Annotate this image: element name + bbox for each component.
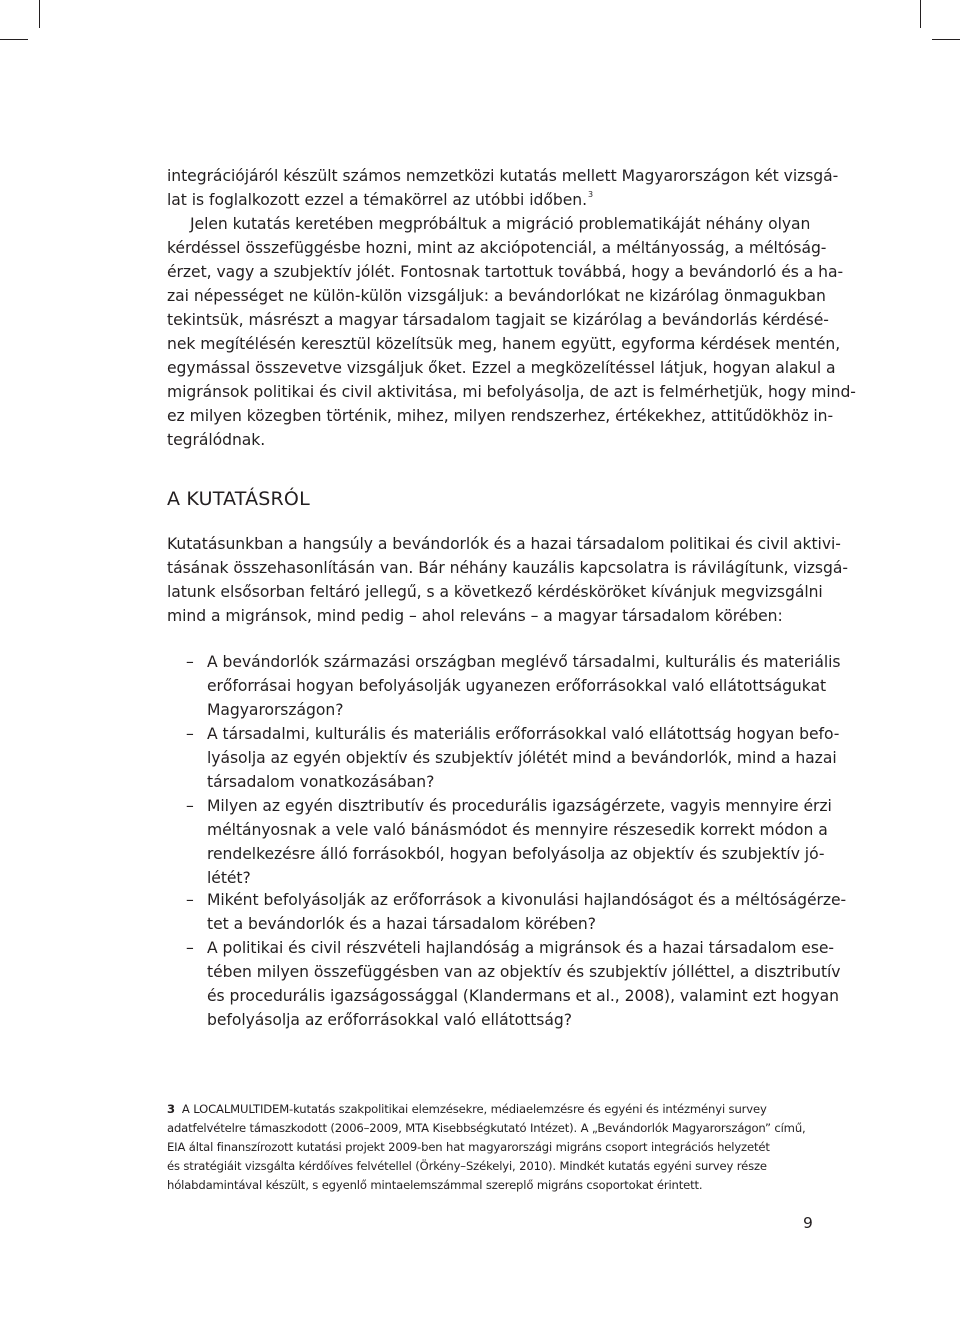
footnote-line: hólabdamintával készült, s egyenlő mintaelemszámmal szereplő migráns csoportokat érintett.: [167, 1177, 703, 1192]
paragraph-2-line: migránsok politikai és civil aktivitása, mi befolyásolja, de azt is felmérhetjük, hogy mind-: [167, 383, 856, 401]
list-item-line: A politikai és civil részvételi hajlandóság a migránsok és a hazai társadalom ese-: [207, 939, 835, 957]
bullet-dash: –: [186, 653, 194, 671]
paragraph-2-line: kérdéssel összefüggésbe hozni, mint az akciópotenciál, a méltányosság, a méltóság-: [167, 239, 827, 257]
paragraph-1-line: [167, 188, 593, 212]
footnote-number: 3: [167, 1101, 175, 1116]
footnote-line: EIA által finanszírozott kutatási projekt 2009-ben hat magyarországi migráns csoport integrációs helyzetét: [167, 1139, 770, 1154]
footnote-line: és stratégiáit vizsgálta kérdőíves felvétellel (Örkény–Székelyi, 2010). Mindkét kutatás egyéni survey része: [167, 1158, 767, 1173]
list-item-line: létét?: [207, 869, 251, 887]
paragraph-2-line: zai népességet ne külön-külön vizsgáljuk: a bevándorlókat ne kizárólag önmagukban: [167, 287, 826, 305]
section-heading: A KUTATÁSRÓL: [167, 488, 310, 510]
list-item-line: Milyen az egyén disztributív és procedurális igazságérzete, vagyis mennyire érzi: [207, 797, 832, 815]
paragraph-2-line: tegrálódnak.: [167, 431, 266, 449]
list-item-line: tet a bevándorlók és a hazai társadalom körében?: [207, 915, 596, 933]
list-item-line: befolyásolja az erőforrásokkal való ellátottság?: [207, 1011, 572, 1029]
paragraph-1-line: integrációjáról készült számos nemzetközi kutatás mellett Magyarországon két vizsgá-: [167, 167, 839, 185]
paragraph-2-line: Jelen kutatás keretében megpróbáltuk a migráció problematikáját néhány olyan: [190, 215, 811, 233]
crop-mark-top-right-horizontal: [932, 39, 960, 40]
paragraph-2-line: érzet, vagy a szubjektív jólét. Fontosnak tartottuk továbbá, hogy a bevándorló és a ha-: [167, 263, 844, 281]
crop-mark-top-left-vertical: [39, 0, 40, 28]
section-intro-line: latunk elsősorban feltáró jellegű, s a következő kérdésköröket kívánjuk megvizsgálni: [167, 583, 823, 601]
list-item-line: Magyarországon?: [207, 701, 344, 719]
paragraph-2-line: ez milyen közegben történik, mihez, milyen rendszerhez, értékekhez, attitűdökhöz in-: [167, 407, 834, 425]
list-item-line: tében milyen összefüggésben van az objektív és szubjektív jólléttel, a disztributív: [207, 963, 841, 981]
crop-mark-top-right-vertical: [920, 0, 921, 28]
paragraph-2-line: tekintsük, másrészt a magyar társadalom tagjait se kizárólag a bevándorlás kérdésé-: [167, 311, 829, 329]
paragraph-2-line: nek megítélésén keresztül közelítsük meg, hanem együtt, egyforma kérdések mentén,: [167, 335, 841, 353]
list-item-line: méltányosnak a vele való bánásmódot és mennyire részesedik korrekt módon a: [207, 821, 828, 839]
paragraph-1-line-text: lat is foglalkozott ezzel a témakörrel az utóbbi időben.: [167, 191, 587, 209]
bullet-dash: –: [186, 891, 194, 909]
section-intro-line: Kutatásunkban a hangsúly a bevándorlók és a hazai társadalom politikai és civil aktivi-: [167, 535, 841, 553]
section-intro-line: tásának összehasonlításán van. Bár néhány kauzális kapcsolatra is rávilágítunk, vizsgá-: [167, 559, 848, 577]
footnote-line: [167, 1100, 767, 1119]
bullet-dash: –: [186, 797, 194, 815]
bullet-dash: –: [186, 939, 194, 957]
list-item-line: társadalom vonatkozásában?: [207, 773, 435, 791]
list-item-line: A társadalmi, kulturális és materiális erőforrásokkal való ellátottság hogyan befo-: [207, 725, 840, 743]
crop-mark-top-left-horizontal: [0, 39, 28, 40]
paragraph-2-line: egymással összevetve vizsgáljuk őket. Ezzel a megközelítéssel látjuk, hogyan alakul a: [167, 359, 836, 377]
list-item-line: lyásolja az egyén objektív és szubjektív jólétét mind a bevándorlók, mind a hazai: [207, 749, 837, 767]
footnote-text: A LOCALMULTIDEM-kutatás szakpolitikai elemzésekre, médiaelemzésre és egyéni és intézményi survey: [181, 1101, 767, 1116]
footnote-line: adatfelvételre támaszkodott (2006–2009, MTA Kisebbségkutató Intézet). A „Bevándorlók Magyarországon” című,: [167, 1120, 806, 1135]
page-number: 9: [803, 1214, 813, 1232]
section-intro-line: mind a migránsok, mind pedig – ahol releváns – a magyar társadalom körében:: [167, 607, 783, 625]
list-item-line: erőforrásai hogyan befolyásolják ugyanezen erőforrásokkal való ellátottságukat: [207, 677, 827, 695]
list-item-line: rendelkezésre álló forrásokból, hogyan befolyásolja az objektív és szubjektív jó-: [207, 845, 825, 863]
list-item-line: és procedurális igazságossággal (Klandermans et al., 2008), valamint ezt hogyan: [207, 987, 839, 1005]
list-item-line: A bevándorlók származási országban meglévő társadalmi, kulturális és materiális: [207, 653, 841, 671]
bullet-dash: –: [186, 725, 194, 743]
list-item-line: Miként befolyásolják az erőforrások a kivonulási hajlandóságot és a méltóságérze-: [207, 891, 847, 909]
footnote-reference[interactable]: 3: [588, 190, 594, 199]
